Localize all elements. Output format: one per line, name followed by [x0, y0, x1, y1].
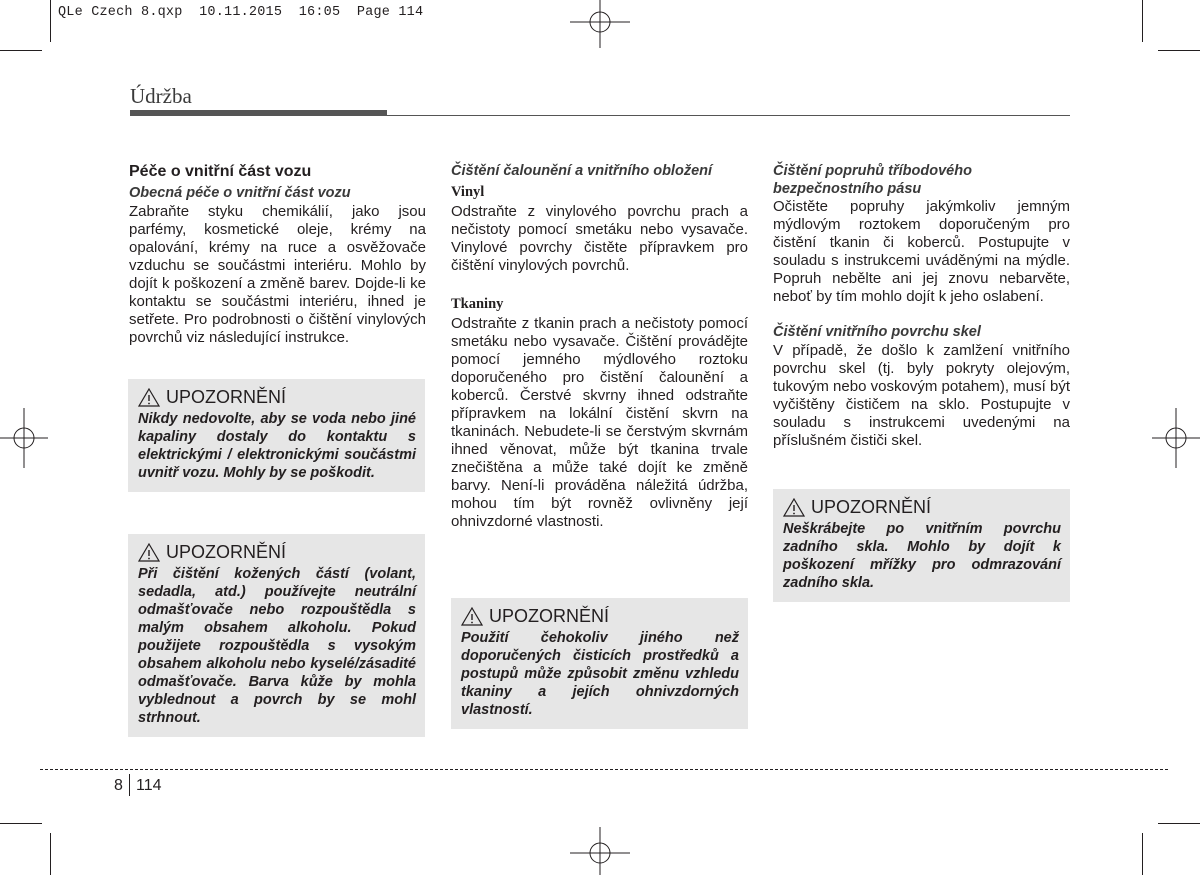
- print-slug: QLe Czech 8.qxp 10.11.2015 16:05 Page 114: [58, 5, 424, 20]
- title-rule: [130, 110, 387, 116]
- heading: Čištění vnitřního povrchu skel: [773, 324, 981, 340]
- paragraph: Očistěte popruhy jakýmkoliv jemným mýdlovým roztokem doporučeným pro čistění tkanin či koberců. Postupujte v souladu s instrukcemi uváděnými na mýdle. Popruh nebělte ani jej znovu nebarvěte, neboť by tím mohlo dojít k jeho oslabení.: [773, 198, 1070, 305]
- crop-line: [1158, 50, 1200, 51]
- warning-box: [451, 598, 748, 729]
- warning-title-row: [461, 606, 739, 627]
- warning-title-row: [783, 497, 1061, 518]
- warning-triangle-icon: [138, 388, 160, 407]
- warning-title: UPOZORNĚNÍ: [811, 497, 932, 517]
- crop-line: [50, 833, 51, 875]
- subheading: Obecná péče o vnitřní část vozu: [129, 185, 351, 201]
- crop-line: [50, 0, 51, 42]
- section-title: Údržba: [130, 84, 192, 108]
- warning-box: [773, 489, 1070, 602]
- warning-title-row: [138, 387, 416, 408]
- page-number: 114: [136, 777, 162, 794]
- column-3: [773, 163, 1070, 450]
- paragraph: V případě, že došlo k zamlžení vnitřního povrchu skel (tj. byly pokryty olejovým, tukovým nebo voskovým potahem), musí být vyčištěny čističem na sklo. Postupujte v souladu s instrukcemi uvedenými na příslušném čističi skel.: [773, 341, 1070, 449]
- warning-box: [128, 534, 425, 737]
- warning-box: [128, 379, 425, 492]
- page-number-divider: [129, 774, 130, 796]
- chapter-number: 8: [114, 777, 123, 794]
- warning-title: UPOZORNĚNÍ: [489, 606, 610, 626]
- crop-line: [1142, 833, 1143, 875]
- vinyl-label: Vinyl: [451, 183, 485, 200]
- warning-title: UPOZORNĚNÍ: [166, 542, 287, 562]
- footer-rule: [40, 769, 1168, 770]
- crop-line: [0, 823, 42, 824]
- warning-triangle-icon: [461, 607, 483, 626]
- registration-mark-icon: [570, 827, 630, 875]
- warning-title-row: [138, 542, 416, 563]
- vinyl-text: Odstraňte z vinylového povrchu prach a nečistoty pomocí smetáku nebo vysavače. Vinylové povrchy čistěte přípravkem pro čištění vinylových povrchů.: [451, 202, 748, 274]
- paragraph: Zabraňte styku chemikálií, jako jsou parfémy, kosmetické oleje, krémy na opalování, krémy na ruce a osvěžovače vzduchu se součástmi interiéru. Mohlo by dojít k poškození a změně barev. Dojde-li ke kontaktu se součástmi interiéru, ihned je setřete. Pro podrobnosti o čištění vinylových povrchů viz následující instrukce.: [129, 202, 426, 346]
- registration-mark-icon: [0, 408, 48, 468]
- crop-line: [1158, 823, 1200, 824]
- warning-text: Nikdy nedovolte, aby se voda nebo jiné kapaliny dostaly do kontaktu s elektrickými / elektronickými součástmi uvnitř vozu. Mohly by se poškodit.: [138, 411, 416, 481]
- warning-text: Neškrábejte po vnitřním povrchu zadního skla. Mohlo by dojít k poškození mřížky pro odmrazování zadního skla.: [783, 521, 1061, 591]
- registration-mark-icon: [570, 0, 630, 48]
- fabric-label: Tkaniny: [451, 295, 504, 312]
- fabric-text: Odstraňte z tkanin prach a nečistoty pomocí smetáku nebo vysavače. Čištění provádějte pomocí jemného mýdlového roztoku doporučeného pro čistění čalounění a koberců. Čerstvé skvrny ihned odstraňte přípravkem na lokální čistění skvrn na tkaninách. Nebudete-li se čerstvým skvrnám ihned věnovat, může být tkanina trvale znečištěna a může také dojít ke změně barvy. Není-li prováděna náležitá údržba, mohou tím být rovněž ovlivněny její ohnivzdorné vlastnosti.: [451, 314, 748, 530]
- crop-line: [1142, 0, 1143, 42]
- heading: Péče o vnitřní část vozu: [129, 163, 312, 180]
- registration-mark-icon: [1152, 408, 1200, 468]
- warning-triangle-icon: [783, 498, 805, 517]
- column-1: [129, 163, 426, 347]
- warning-text: Použití čehokoliv jiného než doporučených čisticích prostředků a postupů může způsobit změnu vzhledu tkaniny a jejích ohnivzdorných vlastností.: [461, 630, 739, 718]
- warning-title: UPOZORNĚNÍ: [166, 387, 287, 407]
- column-2: [451, 163, 748, 531]
- warning-text: Při čištění kožených částí (volant, sedadla, atd.) používejte neutrální odmašťovače nebo rozpouštědla s malým obsahem alkoholu. Pokud použijete rozpouštědla s vysokým obsahem alkoholu nebo kyselé/zásadité odmašťovače. Barva kůže by mohla vyblednout a povrch by se mohl strhnout.: [138, 566, 416, 726]
- title-rule: [387, 115, 1070, 116]
- heading: Čištění čalounění a vnitřního obložení: [451, 163, 713, 179]
- crop-line: [0, 50, 42, 51]
- heading: Čištění popruhů tříbodového bezpečnostního pásu: [773, 163, 972, 197]
- warning-triangle-icon: [138, 543, 160, 562]
